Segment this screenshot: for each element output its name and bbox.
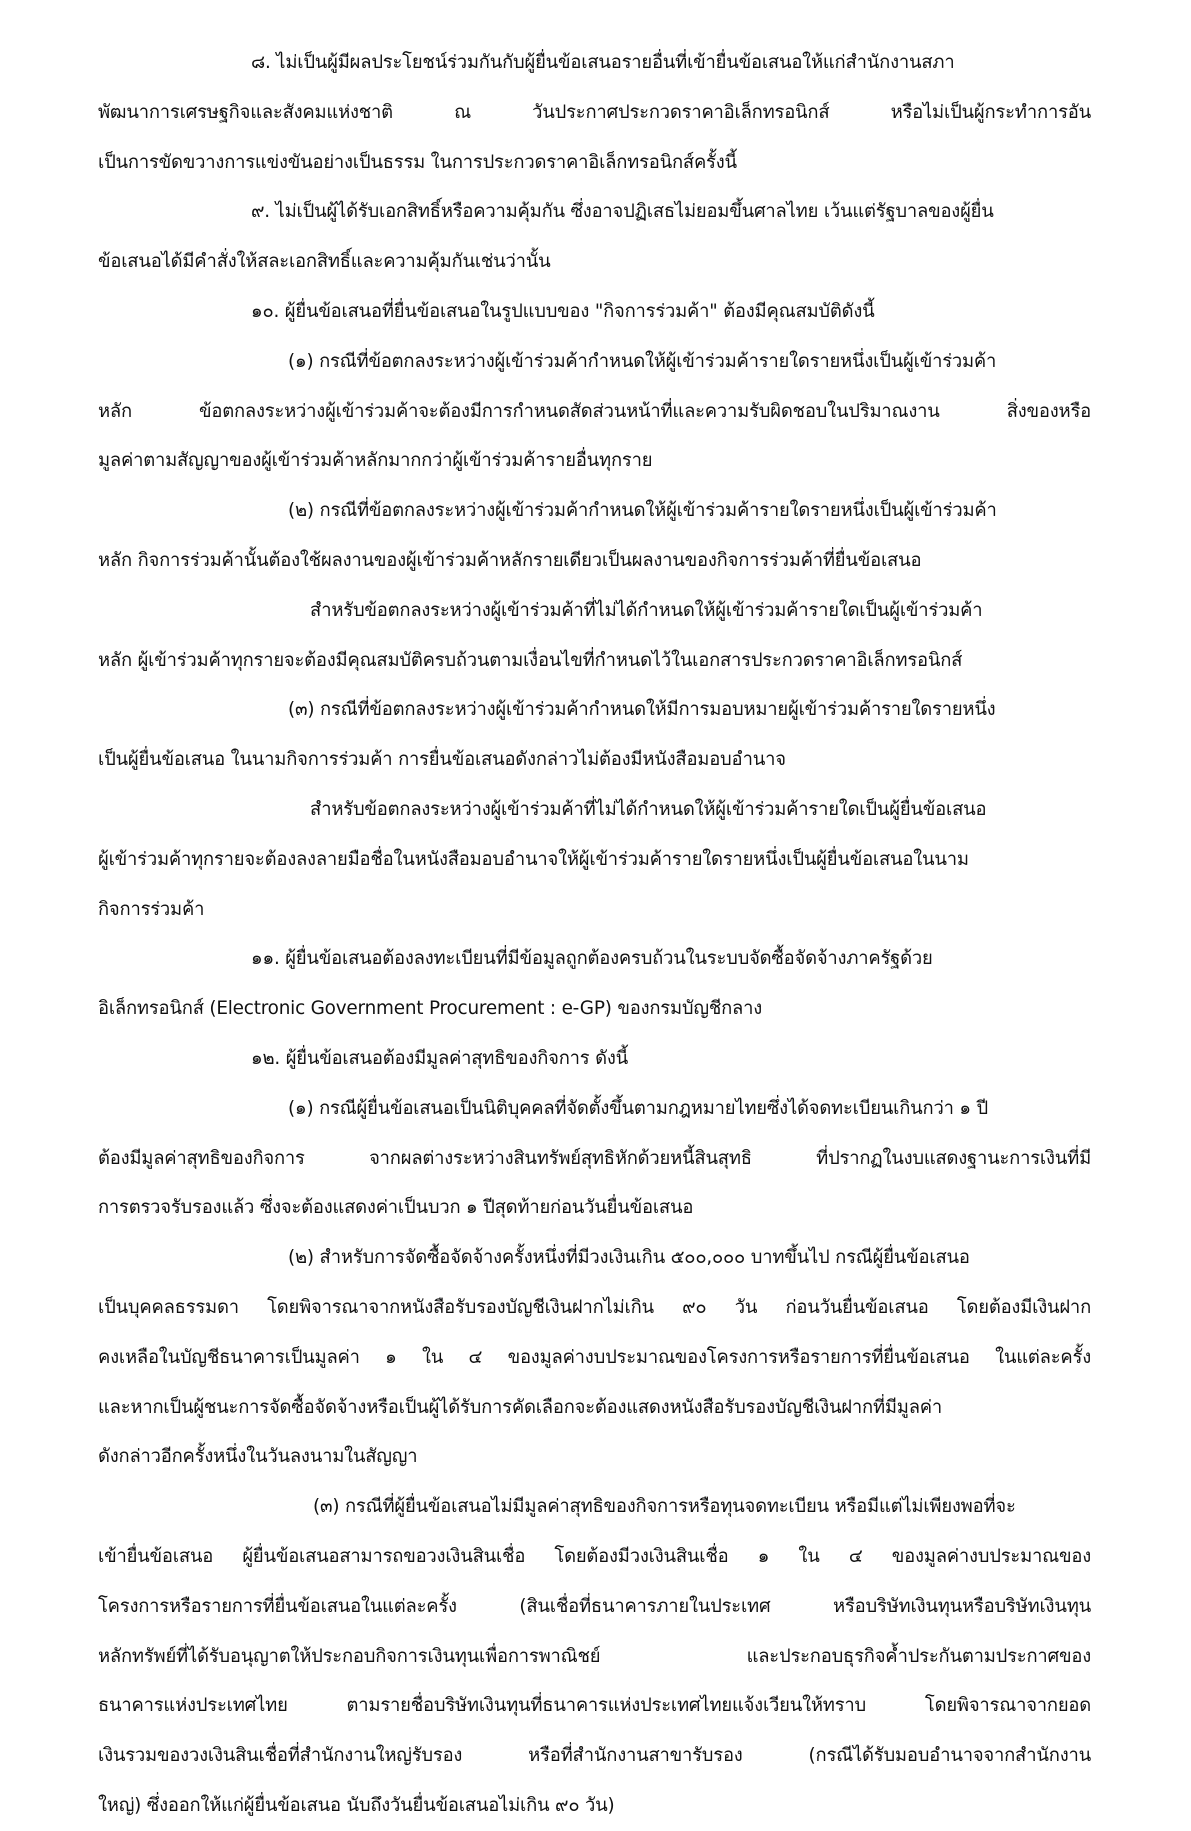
clause-10-heading: ๑๐. ผู้ยื่นข้อเสนอที่ยื่นข้อเสนอในรูปแบบของ "กิจการร่วมค้า" ต้องมีคุณสมบัติดังนี้ — [251, 300, 875, 322]
clause-12-3-line-5: ธนาคารแห่งประเทศไทย ตามรายชื่อบริษัทเงินทุนที่ธนาคารแห่งประเทศไทยแจ้งเวียนให้ทราบ โดยพิจารณาจากยอด — [98, 1695, 1091, 1717]
clause-12-2-line-5: ดังกล่าวอีกครั้งหนึ่งในวันลงนามในสัญญา — [98, 1446, 418, 1468]
clause-8-line-3: เป็นการขัดขวางการแข่งขันอย่างเป็นธรรม ในการประกวดราคาอิเล็กทรอนิกส์ครั้งนี้ — [98, 151, 737, 173]
clause-10-3-note-line-2: ผู้เข้าร่วมค้าทุกรายจะต้องลงลายมือชื่อในหนังสือมอบอำนาจให้ผู้เข้าร่วมค้ารายใดรายหนึ่งเป็นผู้ยื่นข้อเสนอในนาม — [98, 848, 969, 870]
clause-10-3-note-line-1: สำหรับข้อตกลงระหว่างผู้เข้าร่วมค้าที่ไม่ได้กำหนดให้ผู้เข้าร่วมค้ารายใดเป็นผู้ยื่นข้อเสนอ — [310, 798, 987, 820]
clause-12-3-line-2: เข้ายื่นข้อเสนอ ผู้ยื่นข้อเสนอสามารถขอวงเงินสินเชื่อ โดยต้องมีวงเงินสินเชื่อ ๑ ใน ๔ ของมูลค่างบประมาณของ — [98, 1545, 1091, 1567]
clause-12-3-line-4: หลักทรัพย์ที่ได้รับอนุญาตให้ประกอบกิจการเงินทุนเพื่อการพาณิชย์ และประกอบธุรกิจค้ำประกันตามประกาศของ — [98, 1645, 1091, 1667]
clause-12-3-line-6: เงินรวมของวงเงินสินเชื่อที่สำนักงานใหญ่รับรอง หรือที่สำนักงานสาขารับรอง (กรณีได้รับมอบอำนาจจากสำนักงาน — [98, 1745, 1091, 1767]
clause-9-line-2: ข้อเสนอได้มีคำสั่งให้สละเอกสิทธิ์และความคุ้มกันเช่นว่านั้น — [98, 251, 551, 273]
clause-12-3-line-3: โครงการหรือรายการที่ยื่นข้อเสนอในแต่ละครั้ง (สินเชื่อที่ธนาคารภายในประเทศ หรือบริษัทเงินทุนหรือบริษัทเงินทุน — [98, 1595, 1091, 1617]
clause-8-line-1: ๘. ไม่เป็นผู้มีผลประโยชน์ร่วมกันกับผู้ยื่นข้อเสนอรายอื่นที่เข้ายื่นข้อเสนอให้แก่สำนักงานสภา — [251, 52, 955, 73]
clause-12-3-line-1: (๓) กรณีที่ผู้ยื่นข้อเสนอไม่มีมูลค่าสุทธิของกิจการหรือทุนจดทะเบียน หรือมีแต่ไม่เพียงพอที่จะ — [313, 1496, 1016, 1518]
clause-12-2-line-2: เป็นบุคคลธรรมดา โดยพิจารณาจากหนังสือรับรองบัญชีเงินฝากไม่เกิน ๙๐ วัน ก่อนวันยื่นข้อเสนอ โดยต้องมีเงินฝาก — [98, 1296, 1091, 1318]
clause-11-line-2: อิเล็กทรอนิกส์ (Electronic Government Procurement : e-GP) ของกรมบัญชีกลาง — [98, 998, 763, 1020]
clause-12-heading: ๑๒. ผู้ยื่นข้อเสนอต้องมีมูลค่าสุทธิของกิจการ ดังนี้ — [251, 1047, 629, 1069]
clause-10-3-note-line-3: กิจการร่วมค้า — [98, 898, 205, 920]
clause-12-3-line-7: ใหญ่) ซึ่งออกให้แก่ผู้ยื่นข้อเสนอ นับถึงวันยื่นข้อเสนอไม่เกิน ๙๐ วัน) — [98, 1794, 615, 1816]
clause-9-line-1: ๙. ไม่เป็นผู้ได้รับเอกสิทธิ์หรือความคุ้มกัน ซึ่งอาจปฏิเสธไม่ยอมขึ้นศาลไทย เว้นแต่รัฐบาลของผู้ยื่น — [251, 201, 994, 223]
clause-10-2-note-line-1: สำหรับข้อตกลงระหว่างผู้เข้าร่วมค้าที่ไม่ได้กำหนดให้ผู้เข้าร่วมค้ารายใดเป็นผู้เข้าร่วมค้า — [310, 599, 983, 621]
clause-10-2-note-line-2: หลัก ผู้เข้าร่วมค้าทุกรายจะต้องมีคุณสมบัติครบถ้วนตามเงื่อนไขที่กำหนดไว้ในเอกสารประกวดราคาอิเล็กทรอนิกส์ — [98, 649, 963, 671]
clause-12-1-line-2: ต้องมีมูลค่าสุทธิของกิจการ จากผลต่างระหว่างสินทรัพย์สุทธิหักด้วยหนี้สินสุทธิ ที่ปรากฏในงบแสดงฐานะการเงินที่มี — [98, 1147, 1091, 1169]
clause-8-line-2: พัฒนาการเศรษฐกิจและสังคมแห่งชาติ ณ วันประกาศประกวดราคาอิเล็กทรอนิกส์ หรือไม่เป็นผู้กระทำการอัน — [98, 101, 1091, 123]
clause-10-3-line-2: เป็นผู้ยื่นข้อเสนอ ในนามกิจการร่วมค้า การยื่นข้อเสนอดังกล่าวไม่ต้องมีหนังสือมอบอำนาจ — [98, 749, 786, 771]
clause-12-2-line-1: (๒) สำหรับการจัดซื้อจัดจ้างครั้งหนึ่งที่มีวงเงินเกิน ๕๐๐,๐๐๐ บาทขึ้นไป กรณีผู้ยื่นข้อเสนอ — [288, 1247, 970, 1269]
clause-12-2-line-3: คงเหลือในบัญชีธนาคารเป็นมูลค่า ๑ ใน ๔ ของมูลค่างบประมาณของโครงการหรือรายการที่ยื่นข้อเสนอ ในแต่ละครั้ง — [98, 1346, 1091, 1368]
clause-12-1-line-1: (๑) กรณีผู้ยื่นข้อเสนอเป็นนิติบุคคลที่จัดตั้งขึ้นตามกฎหมายไทยซึ่งได้จดทะเบียนเกินกว่า ๑ ปี — [288, 1097, 988, 1119]
clause-10-1-line-1: (๑) กรณีที่ข้อตกลงระหว่างผู้เข้าร่วมค้ากำหนดให้ผู้เข้าร่วมค้ารายใดรายหนึ่งเป็นผู้เข้าร่วมค้า — [288, 350, 997, 372]
clause-10-3-line-1: (๓) กรณีที่ข้อตกลงระหว่างผู้เข้าร่วมค้ากำหนดให้มีการมอบหมายผู้เข้าร่วมค้ารายใดรายหนึ่ง — [288, 699, 996, 721]
clause-11-line-1: ๑๑. ผู้ยื่นข้อเสนอต้องลงทะเบียนที่มีข้อมูลถูกต้องครบถ้วนในระบบจัดซื้อจัดจ้างภาครัฐด้วย — [251, 948, 933, 970]
clause-12-2-line-4: และหากเป็นผู้ชนะการจัดซื้อจัดจ้างหรือเป็นผู้ได้รับการคัดเลือกจะต้องแสดงหนังสือรับรองบัญชีเงินฝากที่มีมูลค่า — [98, 1396, 943, 1418]
clause-12-1-line-3: การตรวจรับรองแล้ว ซึ่งจะต้องแสดงค่าเป็นบวก ๑ ปีสุดท้ายก่อนวันยื่นข้อเสนอ — [98, 1197, 694, 1219]
clause-10-2-line-1: (๒) กรณีที่ข้อตกลงระหว่างผู้เข้าร่วมค้ากำหนดให้ผู้เข้าร่วมค้ารายใดรายหนึ่งเป็นผู้เข้าร่วมค้า — [288, 500, 997, 522]
clause-10-2-line-2: หลัก กิจการร่วมค้านั้นต้องใช้ผลงานของผู้เข้าร่วมค้าหลักรายเดียวเป็นผลงานของกิจการร่วมค้าที่ยื่นข้อเสนอ — [98, 549, 922, 571]
clause-10-1-line-3: มูลค่าตามสัญญาของผู้เข้าร่วมค้าหลักมากกว่าผู้เข้าร่วมค้ารายอื่นทุกราย — [98, 450, 653, 472]
clause-10-1-line-2: หลัก ข้อตกลงระหว่างผู้เข้าร่วมค้าจะต้องมีการกำหนดสัดส่วนหน้าที่และความรับผิดชอบในปริมาณงาน สิ่งของหรือ — [98, 400, 1091, 422]
